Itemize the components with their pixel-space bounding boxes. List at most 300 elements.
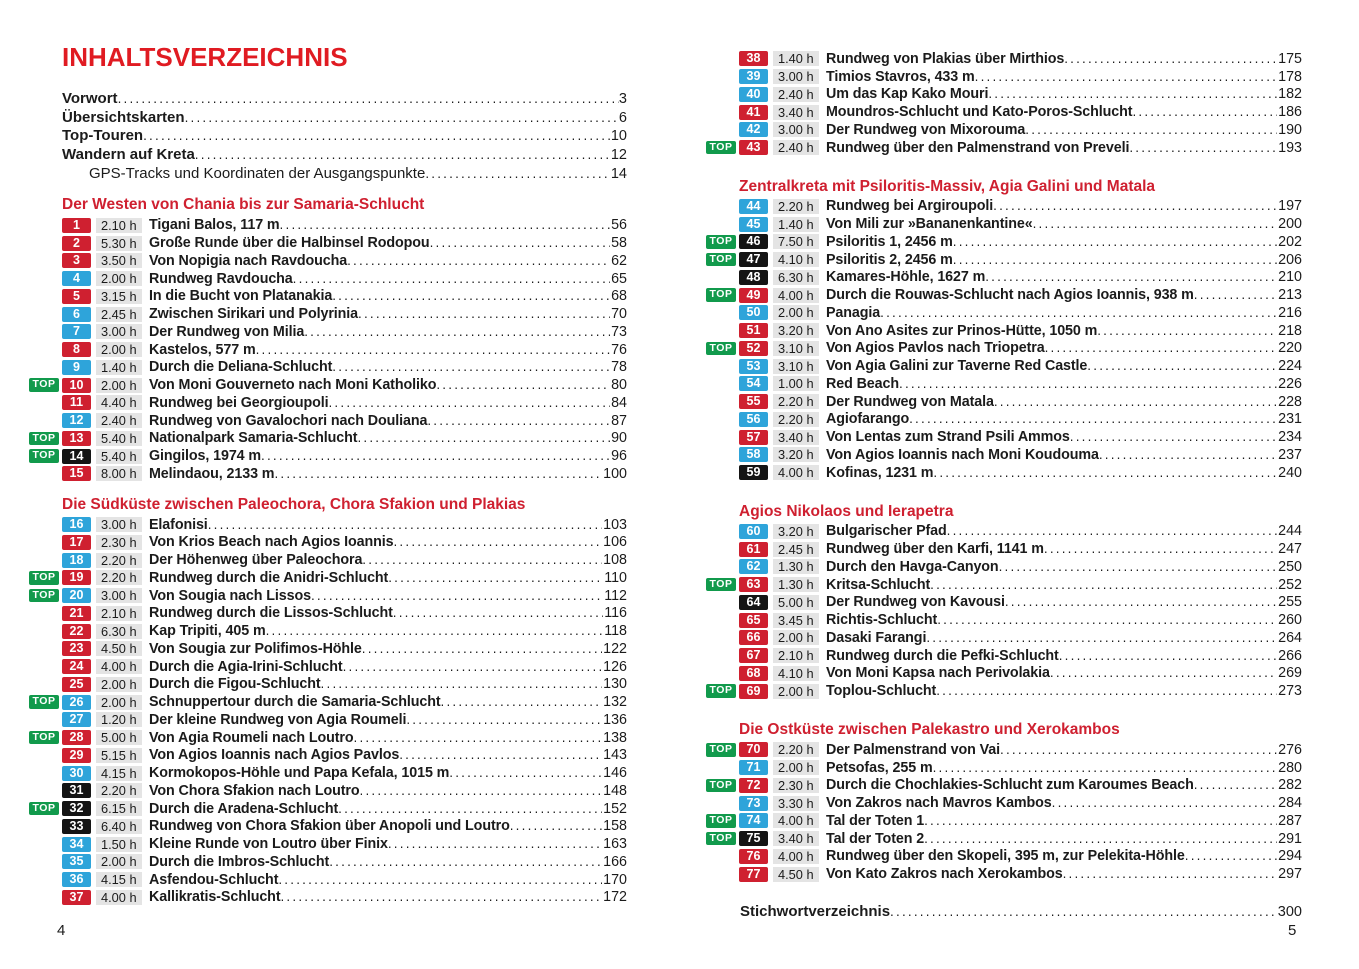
tour-entry-line <box>149 466 627 482</box>
tour-row <box>706 777 1302 795</box>
tour-number-badge: 60 <box>739 524 768 539</box>
leader-dots <box>393 534 602 549</box>
tour-entry-line <box>149 605 627 621</box>
tour-duration: 1.40 h <box>96 360 142 375</box>
leader-dots <box>430 235 611 250</box>
tour-entry-line <box>826 848 1302 864</box>
tour-duration: 7.50 h <box>773 234 819 249</box>
tour-row <box>29 693 627 711</box>
front-matter-list <box>29 90 627 183</box>
tour-duration: 2.10 h <box>96 218 142 233</box>
tour-entry-line <box>826 742 1302 758</box>
tour-page-ref: 65 <box>611 270 627 287</box>
leader-dots <box>993 198 1277 213</box>
tour-page-ref: 78 <box>611 359 627 376</box>
tour-row <box>29 711 627 729</box>
leader-dots <box>427 413 610 428</box>
tour-entry-line <box>149 676 627 692</box>
leader-dots <box>933 465 1277 480</box>
leader-dots <box>994 394 1277 409</box>
tour-duration: 3.00 h <box>96 588 142 603</box>
tour-entry-line <box>826 269 1302 285</box>
tour-page-ref: 297 <box>1278 866 1302 883</box>
leader-dots <box>930 577 1277 592</box>
tour-title: Timios Stavros, 433 m <box>826 68 975 85</box>
leader-dots <box>975 69 1278 84</box>
front-matter-label: Wandern auf Kreta <box>62 146 195 164</box>
tour-duration: 2.00 h <box>96 677 142 692</box>
tour-page-ref: 76 <box>611 341 627 358</box>
tour-number-badge: 42 <box>739 122 768 137</box>
tour-entry-line <box>149 818 627 834</box>
tour-number-badge: 28 <box>62 730 91 745</box>
tour-page-ref: 130 <box>603 676 627 693</box>
tour-title: Von Agios Ioannis nach Moni Koudouma <box>826 446 1099 463</box>
tour-number-badge: 67 <box>739 648 768 663</box>
tour-row <box>706 665 1302 683</box>
tour-entry-line <box>149 836 627 852</box>
tour-duration: 4.10 h <box>773 666 819 681</box>
tour-row <box>29 871 627 889</box>
tour-title: Rundweg durch die Anidri-Schlucht <box>149 569 389 586</box>
tour-page-ref: 284 <box>1278 795 1302 812</box>
front-matter-row <box>29 127 627 146</box>
tour-number-badge: 33 <box>62 819 91 834</box>
tour-title: Durch die Figou-Schlucht <box>149 676 321 693</box>
tour-title: Asfendou-Schlucht <box>149 871 279 888</box>
tour-duration: 4.15 h <box>96 766 142 781</box>
tour-entry-line <box>826 559 1302 575</box>
tour-duration: 8.00 h <box>96 466 142 481</box>
tour-page-ref: 273 <box>1278 683 1302 700</box>
tour-row <box>29 551 627 569</box>
tour-row <box>706 103 1302 121</box>
tour-title: Von Moni Kapsa nach Perivolakia <box>826 665 1050 682</box>
toc-column-left <box>29 195 627 906</box>
leader-dots <box>362 641 602 656</box>
leader-dots <box>926 630 1277 645</box>
tour-duration: 1.30 h <box>773 559 819 574</box>
tour-number-badge: 71 <box>739 760 768 775</box>
tour-title: Durch den Havga-Canyon <box>826 558 999 575</box>
tour-duration: 4.40 h <box>96 395 142 410</box>
tour-row <box>706 759 1302 777</box>
tour-title: Der kleine Rundweg von Agia Roumeli <box>149 711 407 728</box>
front-matter-row <box>29 165 627 184</box>
tour-page-ref: 146 <box>603 765 627 782</box>
tour-row <box>29 376 627 394</box>
tour-row <box>706 523 1302 541</box>
tour-number-badge: 11 <box>62 395 91 410</box>
tour-page-ref: 158 <box>603 818 627 835</box>
tour-duration: 3.10 h <box>773 359 819 374</box>
tour-page-ref: 175 <box>1278 50 1302 67</box>
leader-dots <box>185 110 619 125</box>
tour-entry-line <box>826 777 1302 793</box>
top-badge-slot <box>706 684 736 698</box>
tour-page-ref: 166 <box>603 853 627 870</box>
top-badge: TOP <box>706 235 736 249</box>
leader-dots <box>1132 104 1277 119</box>
tour-entry-line <box>826 305 1302 321</box>
tour-number-badge: 34 <box>62 837 91 852</box>
toc-column-right <box>706 50 1302 883</box>
tour-number-badge: 24 <box>62 659 91 674</box>
leader-dots <box>347 253 610 268</box>
tour-page-ref: 255 <box>1278 594 1302 611</box>
tour-title: Rundweg über den Skopeli, 395 m, zur Pelekita-Höhle <box>826 848 1185 865</box>
tour-title: Rundweg von Plakias über Mirthios <box>826 50 1065 67</box>
tour-number-badge: 75 <box>739 831 768 846</box>
tour-entry-line <box>826 69 1302 85</box>
tour-row <box>706 464 1302 482</box>
tour-title: Der Rundweg von Matala <box>826 393 994 410</box>
toc-section <box>29 195 627 482</box>
tour-number-badge: 25 <box>62 677 91 692</box>
tour-number-badge: 39 <box>739 69 768 84</box>
tour-duration: 2.00 h <box>96 854 142 869</box>
tour-title: Nationalpark Samaria-Schlucht <box>149 430 358 447</box>
tour-page-ref: 106 <box>603 534 627 551</box>
tour-title: Toplou-Schlucht <box>826 683 937 700</box>
top-badge-slot <box>29 449 59 463</box>
tour-page-ref: 213 <box>1278 287 1302 304</box>
tour-entry-line <box>149 854 627 870</box>
top-badge-slot <box>29 432 59 446</box>
tour-page-ref: 68 <box>611 288 627 305</box>
tour-entry-line <box>149 730 627 746</box>
tour-duration: 2.20 h <box>773 412 819 427</box>
tour-page-ref: 80 <box>611 377 627 394</box>
tour-page-ref: 231 <box>1278 411 1302 428</box>
tour-title: Rundweg durch die Lissos-Schlucht <box>149 605 393 622</box>
tour-title: Rundweg Ravdoucha <box>149 270 293 287</box>
tour-title: Rundweg von Chora Sfakion über Anopoli und Loutro <box>149 818 510 835</box>
leader-dots <box>399 747 602 762</box>
section-heading: Die Ostküste zwischen Palekastro und Xerokambos <box>739 721 1120 738</box>
tour-number-badge: 49 <box>739 288 768 303</box>
tour-row <box>706 865 1302 883</box>
tour-title: Von Ano Asites zur Prinos-Hütte, 1050 m <box>826 322 1098 339</box>
leader-dots <box>1097 323 1277 338</box>
tour-number-badge: 31 <box>62 783 91 798</box>
tour-entry-line <box>149 271 627 287</box>
tour-number-badge: 44 <box>739 199 768 214</box>
leader-dots <box>1087 358 1277 373</box>
tour-duration: 2.00 h <box>773 630 819 645</box>
leader-dots <box>425 166 611 181</box>
top-badge-slot <box>706 814 736 828</box>
right-page-number: 5 <box>1288 922 1297 939</box>
tour-title: Von Sougia zur Polifimos-Höhle <box>149 640 362 657</box>
tour-duration: 4.00 h <box>96 659 142 674</box>
section-heading: Agios Nikolaos und Ierapetra <box>739 502 954 520</box>
tour-title: Der Rundweg von Kavousi <box>826 594 1005 611</box>
tour-duration: 6.30 h <box>773 270 819 285</box>
tour-row <box>29 341 627 359</box>
front-matter-page-ref: 10 <box>610 128 627 145</box>
leader-dots <box>195 147 611 162</box>
tour-page-ref: 112 <box>604 587 627 604</box>
tour-number-badge: 57 <box>739 430 768 445</box>
tour-entry-line <box>826 683 1302 699</box>
tour-number-badge: 63 <box>739 577 768 592</box>
tour-number-badge: 69 <box>739 684 768 699</box>
tour-duration: 1.40 h <box>773 51 819 66</box>
tour-title: Petsofas, 255 m <box>826 759 933 776</box>
tour-entry-line <box>149 395 627 411</box>
top-badge: TOP <box>706 832 736 846</box>
tour-duration: 2.10 h <box>96 606 142 621</box>
tour-entry-line <box>826 323 1302 339</box>
tour-row <box>706 682 1302 700</box>
tour-duration: 3.15 h <box>96 289 142 304</box>
top-badge: TOP <box>706 779 736 793</box>
tour-row <box>29 658 627 676</box>
toc-section <box>706 177 1302 482</box>
leader-dots <box>999 559 1278 574</box>
tour-entry-line <box>149 235 627 251</box>
tour-entry-line <box>149 694 627 710</box>
leader-dots <box>280 889 602 904</box>
tour-duration: 6.30 h <box>96 624 142 639</box>
leader-dots <box>1129 140 1277 155</box>
tour-row <box>29 216 627 234</box>
tour-entry-line <box>149 747 627 763</box>
tour-number-badge: 16 <box>62 517 91 532</box>
tour-page-ref: 163 <box>603 836 627 853</box>
tour-entry-line <box>826 376 1302 392</box>
tour-duration: 4.00 h <box>773 813 819 828</box>
tour-page-ref: 143 <box>603 747 627 764</box>
tour-number-badge: 47 <box>739 252 768 267</box>
tour-entry-line <box>826 760 1302 776</box>
tour-duration: 1.50 h <box>96 837 142 852</box>
tour-row <box>29 234 627 252</box>
tour-duration: 6.15 h <box>96 801 142 816</box>
tour-title: Durch die Aradena-Schlucht <box>149 800 339 817</box>
tour-title: Von Chora Sfakion nach Loutro <box>149 782 360 799</box>
tour-number-badge: 15 <box>62 466 91 481</box>
toc-section <box>29 495 627 907</box>
tour-duration: 4.10 h <box>773 252 819 267</box>
top-badge: TOP <box>29 802 59 816</box>
tour-entry-line <box>826 594 1302 610</box>
tour-page-ref: 126 <box>603 658 627 675</box>
toc-section <box>706 50 1302 157</box>
tour-row <box>29 817 627 835</box>
tour-title: Schnuppertour durch die Samaria-Schlucht <box>149 694 441 711</box>
tour-row <box>29 569 627 587</box>
tour-entry-line <box>826 411 1302 427</box>
tour-entry-line <box>826 216 1302 232</box>
front-matter-label: GPS-Tracks und Koordinaten der Ausgangspunkte <box>89 164 426 182</box>
tour-duration: 1.30 h <box>773 577 819 592</box>
tour-title: Von Agios Ioannis nach Agios Pavlos <box>149 747 400 764</box>
tour-title: Kap Tripiti, 405 m <box>149 623 266 640</box>
tour-row <box>706 357 1302 375</box>
leader-dots <box>332 359 610 374</box>
tour-entry-line <box>826 465 1302 481</box>
tour-number-badge: 30 <box>62 766 91 781</box>
tour-number-badge: 14 <box>62 449 91 464</box>
tour-duration: 4.15 h <box>96 872 142 887</box>
tour-duration: 1.40 h <box>773 217 819 232</box>
tour-row <box>29 323 627 341</box>
tour-row <box>29 800 627 818</box>
tour-title: Der Rundweg von Milia <box>149 323 305 340</box>
tour-number-badge: 9 <box>62 360 91 375</box>
tour-duration: 2.40 h <box>773 87 819 102</box>
leader-dots <box>311 588 603 603</box>
tour-duration: 3.40 h <box>773 831 819 846</box>
tour-duration: 2.20 h <box>96 783 142 798</box>
tour-title: Von Agia Roumeli nach Loutro <box>149 729 354 746</box>
tour-row <box>706 629 1302 647</box>
tour-number-badge: 12 <box>62 413 91 428</box>
front-matter-label: Übersichtskarten <box>62 108 185 126</box>
tour-number-badge: 26 <box>62 695 91 710</box>
tour-entry-line <box>826 523 1302 539</box>
tour-page-ref: 218 <box>1278 322 1302 339</box>
tour-duration: 3.10 h <box>773 341 819 356</box>
tour-duration: 3.50 h <box>96 253 142 268</box>
leader-dots <box>1050 665 1277 680</box>
tour-number-badge: 2 <box>62 236 91 251</box>
tour-duration: 3.00 h <box>96 517 142 532</box>
leader-dots <box>329 854 602 869</box>
tour-page-ref: 170 <box>603 871 627 888</box>
tour-entry-line <box>826 648 1302 664</box>
tour-number-badge: 20 <box>62 588 91 603</box>
tour-row <box>29 358 627 376</box>
tour-duration: 2.00 h <box>96 342 142 357</box>
tour-row <box>706 286 1302 304</box>
tour-title: Von Agios Pavlos nach Triopetra <box>826 340 1045 357</box>
top-badge-slot <box>706 779 736 793</box>
tour-row <box>29 447 627 465</box>
leader-dots <box>988 86 1277 101</box>
tour-number-badge: 52 <box>739 341 768 356</box>
tour-entry-line <box>149 413 627 429</box>
front-matter-row <box>29 146 627 165</box>
tour-row <box>706 393 1302 411</box>
tour-row <box>29 853 627 871</box>
tour-row <box>29 587 627 605</box>
tour-duration: 3.30 h <box>773 796 819 811</box>
leader-dots <box>1052 795 1277 810</box>
tour-page-ref: 56 <box>611 217 627 234</box>
tour-title: Große Runde über die Halbinsel Rodopou <box>149 235 430 252</box>
tour-page-ref: 276 <box>1278 741 1302 758</box>
tour-number-badge: 36 <box>62 872 91 887</box>
leader-dots <box>1044 541 1277 556</box>
tour-row <box>706 251 1302 269</box>
tour-row <box>706 576 1302 594</box>
leader-dots <box>280 217 611 232</box>
tour-number-badge: 77 <box>739 867 768 882</box>
tour-entry-line <box>149 872 627 888</box>
tour-page-ref: 228 <box>1278 393 1302 410</box>
tour-title: Kleine Runde von Loutro über Finix <box>149 836 388 853</box>
tour-row <box>706 68 1302 86</box>
tour-page-ref: 287 <box>1278 812 1302 829</box>
tour-title: Von Zakros nach Mavros Kambos <box>826 795 1052 812</box>
tour-row <box>706 830 1302 848</box>
tour-duration: 2.40 h <box>773 140 819 155</box>
leader-dots <box>357 430 610 445</box>
tour-page-ref: 100 <box>603 465 627 482</box>
front-matter-row <box>29 90 627 109</box>
tour-number-badge: 54 <box>739 376 768 391</box>
leader-dots <box>1194 777 1277 792</box>
tour-title: Agiofarango <box>826 411 910 428</box>
tour-number-badge: 64 <box>739 595 768 610</box>
tour-title: In die Bucht von Platanakia <box>149 288 333 305</box>
top-badge-slot <box>706 342 736 356</box>
top-badge-slot <box>29 589 59 603</box>
tour-duration: 2.45 h <box>773 542 819 557</box>
leader-dots <box>449 765 602 780</box>
tour-title: Kormokopos-Höhle und Papa Kefala, 1015 m <box>149 765 450 782</box>
tour-page-ref: 84 <box>611 394 627 411</box>
top-badge: TOP <box>29 378 59 392</box>
leader-dots <box>1005 594 1277 609</box>
tour-row <box>29 622 627 640</box>
tour-row <box>29 252 627 270</box>
tour-row <box>29 533 627 551</box>
leader-dots <box>1194 287 1277 302</box>
top-badge-slot <box>706 235 736 249</box>
tour-title: Rundweg über den Karfi, 1141 m <box>826 541 1044 558</box>
tour-entry-line <box>826 104 1302 120</box>
tour-row <box>706 611 1302 629</box>
top-badge-slot <box>29 571 59 585</box>
tour-page-ref: 193 <box>1278 139 1302 156</box>
tour-page-ref: 182 <box>1278 86 1302 103</box>
tour-number-badge: 43 <box>739 140 768 155</box>
tour-page-ref: 96 <box>611 448 627 465</box>
toc-section <box>706 502 1302 701</box>
tour-page-ref: 247 <box>1278 541 1302 558</box>
tour-duration: 1.20 h <box>96 712 142 727</box>
tour-duration: 2.00 h <box>96 695 142 710</box>
leader-dots <box>393 605 603 620</box>
tour-entry-line <box>149 359 627 375</box>
front-matter-page-ref: 12 <box>610 147 627 164</box>
tour-number-badge: 8 <box>62 342 91 357</box>
tour-page-ref: 252 <box>1278 576 1302 593</box>
tour-title: Gingilos, 1974 m <box>149 448 262 465</box>
tour-entry-line <box>826 394 1302 410</box>
tour-title: Von Agia Galini zur Taverne Red Castle <box>826 358 1088 375</box>
tour-title: Von Kato Zakros nach Xerokambos <box>826 866 1063 883</box>
tour-row <box>29 604 627 622</box>
leader-dots <box>388 570 603 585</box>
tour-page-ref: 200 <box>1278 216 1302 233</box>
tour-duration: 3.00 h <box>773 122 819 137</box>
leader-dots <box>362 552 602 567</box>
leader-dots <box>143 128 611 143</box>
top-badge-slot <box>706 743 736 757</box>
leader-dots <box>890 904 1278 919</box>
tour-title: Von Krios Beach nach Agios Ioannis <box>149 534 394 551</box>
tour-duration: 3.00 h <box>773 69 819 84</box>
tour-number-badge: 55 <box>739 394 768 409</box>
tour-number-badge: 73 <box>739 796 768 811</box>
tour-page-ref: 280 <box>1278 759 1302 776</box>
tour-entry-line <box>149 324 627 340</box>
